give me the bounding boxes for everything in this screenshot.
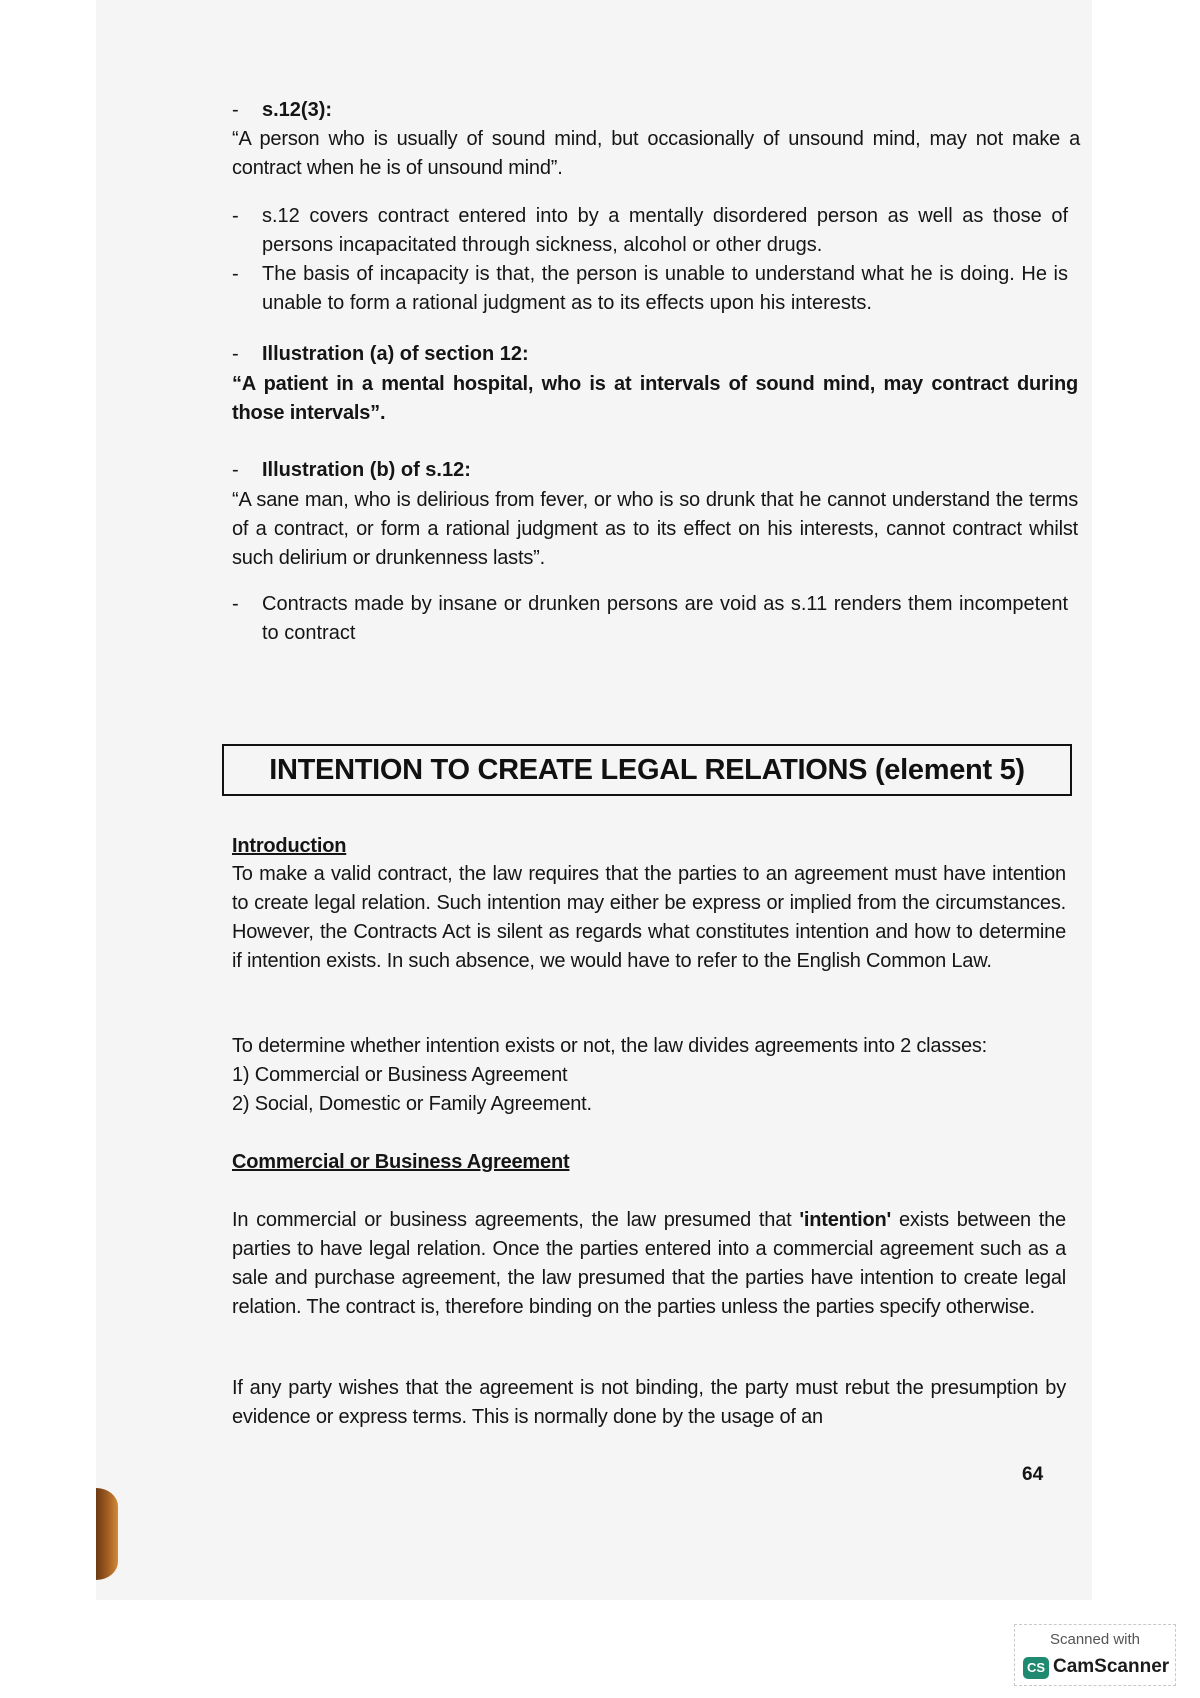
bullet-dash: - — [232, 343, 239, 365]
scan-left-margin — [0, 0, 96, 1698]
commercial-heading: Commercial or Business Agreement — [232, 1151, 570, 1173]
introduction-heading: Introduction — [232, 835, 347, 857]
camscanner-watermark — [1014, 1624, 1176, 1686]
bullet-dash: - — [232, 459, 239, 481]
bullet-basis-of-incapacity — [232, 260, 1068, 318]
illustration-b-block — [232, 456, 1068, 485]
classes-lead: To determine whether intention exists or not, the law divides agreements into 2 classes: — [232, 1035, 988, 1057]
bullet-void-contracts — [232, 590, 1068, 648]
thumb-shadow — [96, 1488, 118, 1580]
commercial-para1-start: In commercial or business agreements, the law presumed that — [232, 1209, 800, 1231]
illustration-b-quote: “A sane man, who is delirious from fever, or who is so drunk that he cannot understand the terms of a contract, or form a rational judgment as to its effect on his interests, cannot contract whilst such delirium or drunkenness lasts”. — [232, 489, 1078, 569]
class-item-commercial: 1) Commercial or Business Agreement — [232, 1064, 568, 1086]
commercial-para1-emphasis: 'intention' — [799, 1209, 892, 1231]
bullet-dash: - — [232, 205, 239, 227]
bullet-text: s.12 covers contract entered into by a mentally disordered person as well as those of persons incapacitated through sickness, alcohol or other drugs. — [262, 205, 1068, 256]
bullet-text: The basis of incapacity is that, the person is unable to understand what he is doing. He is unable to form a rational judgment as to its effects upon his interests. — [262, 263, 1068, 314]
introduction-paragraph: To make a valid contract, the law requires that the parties to an agreement must have intention to create legal relation. Such intention may either be express or implied from the circumstances. However, the Contracts Act is silent as regards what constitutes intention and how to determine if intention exists. In such absence, we would have to refer to the English Common Law. — [232, 863, 1066, 972]
page-number: 64 — [1022, 1464, 1044, 1485]
bullet-dash: - — [232, 593, 239, 615]
commercial-paragraph-2: If any party wishes that the agreement is not binding, the party must rebut the presumption by evidence or express terms. This is normally done by the usage of an — [232, 1377, 1066, 1428]
section-heading: INTENTION TO CREATE LEGAL RELATIONS (element 5) — [222, 744, 1072, 796]
bullet-s12-covers — [232, 202, 1068, 260]
watermark-brand: CamScanner — [1053, 1656, 1170, 1677]
s12-3-block — [232, 96, 1068, 125]
commercial-paragraph-1 — [232, 1206, 1066, 1322]
class-item-social: 2) Social, Domestic or Family Agreement. — [232, 1093, 592, 1115]
camscanner-logo-icon: CS — [1023, 1657, 1049, 1679]
illustration-b-heading: Illustration (b) of s.12: — [262, 459, 471, 481]
bullet-text: Contracts made by insane or drunken persons are void as s.11 renders them incompetent to contract — [262, 593, 1068, 644]
commercial-para1-end: exists between the parties to have legal relation. Once the parties entered into a commercial agreement such as a sale and purchase agreement, the law presumed that the parties have intention to create legal relation. The contract is, therefore binding on the parties unless the parties specify otherwise. — [232, 1209, 1066, 1318]
bullet-dash: - — [232, 263, 239, 285]
illustration-a-heading: Illustration (a) of section 12: — [262, 343, 529, 365]
s12-3-heading: s.12(3): — [262, 99, 333, 121]
illustration-a-block — [232, 340, 1068, 369]
watermark-caption: Scanned with — [1049, 1631, 1141, 1648]
s12-3-quote: “A person who is usually of sound mind, but occasionally of unsound mind, may not make a contract when he is of unsound mind”. — [232, 128, 1080, 179]
illustration-a-quote: “A patient in a mental hospital, who is at intervals of sound mind, may contract during those intervals”. — [232, 373, 1078, 424]
scan-right-margin — [1092, 0, 1200, 1698]
bullet-dash: - — [232, 99, 239, 121]
